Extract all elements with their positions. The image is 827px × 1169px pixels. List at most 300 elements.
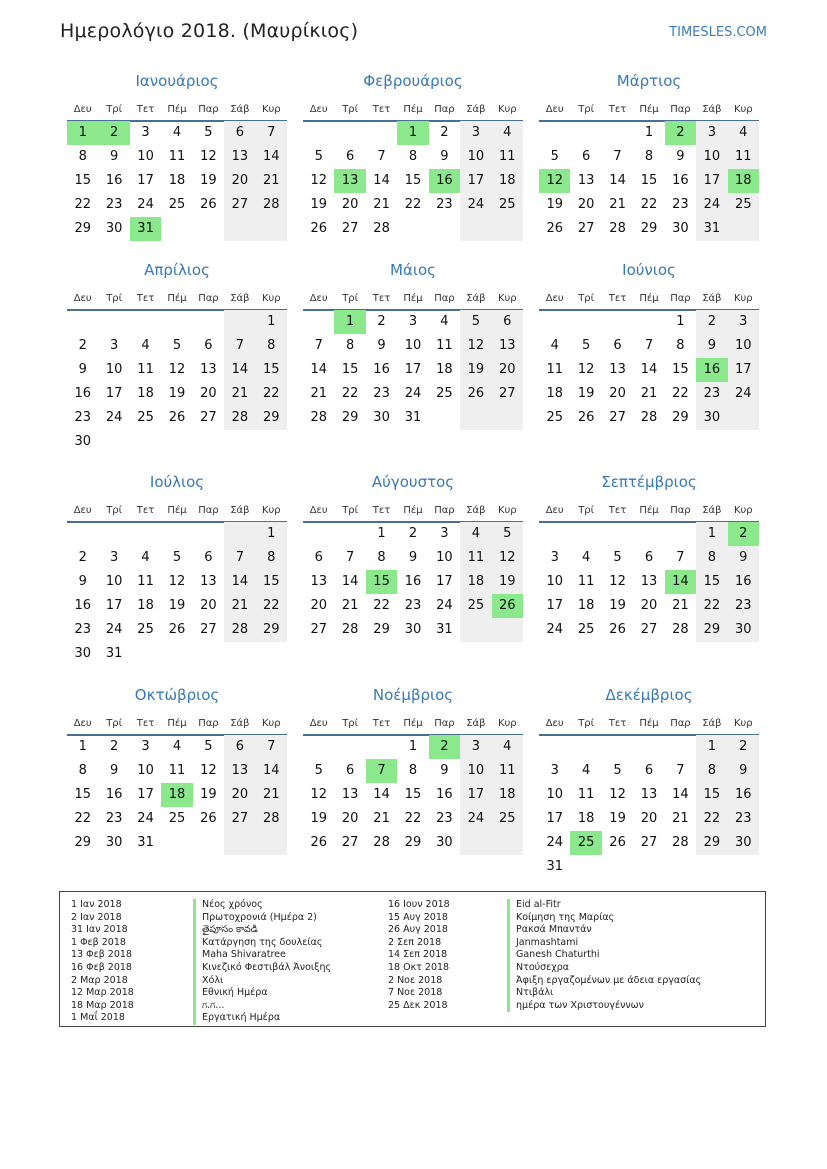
day-cell[interactable]: 15 [404, 173, 422, 188]
day-cell[interactable]: 29 [256, 406, 287, 430]
day-cell[interactable]: 12 [577, 362, 595, 377]
day-cell[interactable]: 30 [728, 831, 759, 855]
day-cell[interactable]: 24 [546, 622, 563, 637]
day-cell[interactable]: 8 [408, 149, 418, 164]
day-cell[interactable]: 9 [728, 546, 759, 570]
day-cell[interactable]: 25 [168, 197, 186, 212]
day-cell[interactable]: 18 [168, 173, 186, 188]
day-cell[interactable]: 13 [341, 787, 359, 802]
day-cell[interactable]: 18 [577, 598, 595, 613]
day-cell[interactable]: 20 [609, 386, 626, 401]
day-cell[interactable]: 31 [436, 622, 453, 637]
day-cell[interactable]: 18 [137, 598, 154, 613]
day-cell[interactable]: 9 [109, 763, 119, 778]
holiday-day[interactable]: 18 [161, 783, 192, 807]
day-cell[interactable]: 3 [550, 550, 559, 565]
day-cell[interactable]: 2 [728, 735, 759, 759]
day-cell[interactable]: 29 [373, 622, 390, 637]
day-cell[interactable]: 24 [137, 197, 154, 212]
day-cell[interactable]: 6 [204, 338, 213, 353]
day-cell[interactable]: 15 [404, 787, 422, 802]
day-cell[interactable]: 22 [74, 811, 91, 826]
day-cell[interactable]: 30 [373, 410, 390, 425]
day-cell[interactable]: 26 [310, 221, 327, 236]
day-cell[interactable]: 7 [676, 763, 685, 778]
day-cell[interactable]: 16 [404, 574, 422, 589]
day-cell[interactable]: 7 [256, 121, 287, 145]
day-cell[interactable]: 21 [256, 169, 287, 193]
day-cell[interactable]: 23 [404, 598, 422, 613]
day-cell[interactable]: 9 [440, 149, 449, 164]
holiday-day[interactable]: 2 [429, 735, 460, 759]
day-cell[interactable]: 4 [728, 121, 759, 145]
day-cell[interactable]: 27 [224, 193, 255, 217]
day-cell[interactable]: 15 [256, 358, 287, 382]
day-cell[interactable]: 25 [137, 622, 154, 637]
day-cell[interactable]: 22 [256, 594, 287, 618]
day-cell[interactable]: 7 [224, 546, 255, 570]
day-cell[interactable]: 10 [137, 149, 154, 164]
holiday-day[interactable]: 16 [696, 358, 727, 382]
day-cell[interactable]: 6 [224, 121, 255, 145]
day-cell[interactable]: 18 [460, 570, 491, 594]
day-cell[interactable]: 8 [676, 338, 685, 353]
holiday-day[interactable]: 1 [334, 310, 365, 334]
day-cell[interactable]: 21 [640, 386, 658, 401]
day-cell[interactable]: 10 [137, 763, 154, 778]
day-cell[interactable]: 29 [341, 410, 359, 425]
day-cell[interactable]: 4 [440, 314, 449, 329]
day-cell[interactable]: 12 [310, 787, 327, 802]
day-cell[interactable]: 17 [105, 386, 123, 401]
day-cell[interactable]: 19 [168, 598, 186, 613]
day-cell[interactable]: 14 [224, 570, 255, 594]
day-cell[interactable]: 24 [728, 382, 759, 406]
day-cell[interactable]: 17 [436, 574, 453, 589]
day-cell[interactable]: 5 [314, 149, 323, 164]
day-cell[interactable]: 5 [172, 550, 182, 565]
day-cell[interactable]: 13 [492, 334, 523, 358]
day-cell[interactable]: 28 [224, 618, 255, 642]
day-cell[interactable]: 27 [640, 835, 658, 850]
day-cell[interactable]: 8 [377, 550, 386, 565]
day-cell[interactable]: 26 [310, 835, 327, 850]
day-cell[interactable]: 23 [105, 197, 123, 212]
day-cell[interactable]: 30 [728, 618, 759, 642]
day-cell[interactable]: 23 [105, 811, 123, 826]
day-cell[interactable]: 31 [404, 410, 422, 425]
day-cell[interactable]: 17 [105, 598, 123, 613]
day-cell[interactable]: 20 [577, 197, 595, 212]
day-cell[interactable]: 2 [696, 310, 727, 334]
day-cell[interactable]: 25 [492, 807, 523, 831]
holiday-day[interactable]: 25 [570, 831, 601, 855]
day-cell[interactable]: 21 [609, 197, 626, 212]
day-cell[interactable]: 30 [74, 434, 91, 449]
day-cell[interactable]: 10 [105, 362, 123, 377]
day-cell[interactable]: 11 [577, 574, 595, 589]
day-cell[interactable]: 15 [640, 173, 658, 188]
day-cell[interactable]: 24 [546, 835, 563, 850]
day-cell[interactable]: 24 [137, 811, 154, 826]
day-cell[interactable]: 25 [577, 622, 595, 637]
day-cell[interactable]: 17 [460, 783, 491, 807]
day-cell[interactable]: 12 [492, 546, 523, 570]
day-cell[interactable]: 9 [109, 149, 119, 164]
day-cell[interactable]: 17 [137, 173, 154, 188]
day-cell[interactable]: 28 [373, 835, 390, 850]
day-cell[interactable]: 21 [256, 783, 287, 807]
day-cell[interactable]: 24 [696, 193, 727, 217]
day-cell[interactable]: 4 [492, 121, 523, 145]
day-cell[interactable]: 25 [436, 386, 453, 401]
holiday-day[interactable]: 1 [397, 121, 428, 145]
holiday-day[interactable]: 13 [334, 169, 365, 193]
day-cell[interactable]: 10 [460, 759, 491, 783]
day-cell[interactable]: 24 [404, 386, 422, 401]
holiday-day[interactable]: 18 [728, 169, 759, 193]
day-cell[interactable]: 16 [105, 787, 123, 802]
day-cell[interactable]: 26 [546, 221, 563, 236]
day-cell[interactable]: 28 [256, 193, 287, 217]
day-cell[interactable]: 19 [492, 570, 523, 594]
day-cell[interactable]: 2 [440, 125, 449, 140]
day-cell[interactable]: 11 [168, 763, 186, 778]
day-cell[interactable]: 13 [310, 574, 327, 589]
holiday-day[interactable]: 15 [366, 570, 397, 594]
day-cell[interactable]: 14 [609, 173, 626, 188]
day-cell[interactable]: 23 [436, 197, 453, 212]
day-cell[interactable]: 16 [436, 787, 453, 802]
day-cell[interactable]: 11 [137, 362, 154, 377]
day-cell[interactable]: 12 [168, 362, 186, 377]
day-cell[interactable]: 23 [74, 622, 91, 637]
day-cell[interactable]: 9 [78, 362, 87, 377]
day-cell[interactable]: 7 [224, 334, 255, 358]
day-cell[interactable]: 7 [644, 338, 654, 353]
day-cell[interactable]: 30 [105, 835, 123, 850]
day-cell[interactable]: 21 [672, 811, 689, 826]
day-cell[interactable]: 5 [581, 338, 591, 353]
day-cell[interactable]: 22 [373, 598, 390, 613]
day-cell[interactable]: 22 [341, 386, 359, 401]
day-cell[interactable]: 4 [172, 739, 182, 754]
day-cell[interactable]: 3 [141, 125, 150, 140]
day-cell[interactable]: 13 [200, 574, 217, 589]
day-cell[interactable]: 6 [345, 149, 355, 164]
day-cell[interactable]: 19 [577, 386, 595, 401]
day-cell[interactable]: 14 [310, 362, 327, 377]
day-cell[interactable]: 27 [577, 221, 595, 236]
day-cell[interactable]: 22 [696, 594, 727, 618]
day-cell[interactable]: 6 [492, 310, 523, 334]
day-cell[interactable]: 10 [546, 787, 563, 802]
day-cell[interactable]: 24 [105, 410, 123, 425]
day-cell[interactable]: 12 [609, 787, 626, 802]
day-cell[interactable]: 27 [200, 622, 217, 637]
day-cell[interactable]: 16 [74, 598, 91, 613]
day-cell[interactable]: 23 [436, 811, 453, 826]
day-cell[interactable]: 11 [492, 145, 523, 169]
day-cell[interactable]: 26 [200, 197, 217, 212]
day-cell[interactable]: 10 [460, 145, 491, 169]
day-cell[interactable]: 5 [204, 739, 213, 754]
day-cell[interactable]: 9 [408, 550, 418, 565]
day-cell[interactable]: 4 [581, 763, 591, 778]
day-cell[interactable]: 4 [460, 522, 491, 546]
day-cell[interactable]: 25 [460, 594, 491, 618]
day-cell[interactable]: 6 [613, 338, 622, 353]
day-cell[interactable]: 8 [345, 338, 355, 353]
day-cell[interactable]: 9 [377, 338, 386, 353]
day-cell[interactable]: 18 [137, 386, 154, 401]
day-cell[interactable]: 20 [200, 598, 217, 613]
day-cell[interactable]: 1 [408, 739, 418, 754]
day-cell[interactable]: 30 [74, 646, 91, 661]
day-cell[interactable]: 3 [109, 550, 119, 565]
day-cell[interactable]: 3 [141, 739, 150, 754]
day-cell[interactable]: 4 [141, 338, 150, 353]
day-cell[interactable]: 16 [74, 386, 91, 401]
day-cell[interactable]: 6 [224, 735, 255, 759]
day-cell[interactable]: 6 [644, 763, 654, 778]
day-cell[interactable]: 26 [168, 622, 186, 637]
day-cell[interactable]: 5 [314, 763, 323, 778]
day-cell[interactable]: 4 [172, 125, 182, 140]
day-cell[interactable]: 5 [204, 125, 213, 140]
day-cell[interactable]: 11 [168, 149, 186, 164]
day-cell[interactable]: 21 [373, 811, 390, 826]
day-cell[interactable]: 6 [204, 550, 213, 565]
day-cell[interactable]: 16 [672, 173, 689, 188]
day-cell[interactable]: 1 [256, 310, 287, 334]
holiday-day[interactable]: 7 [366, 759, 397, 783]
day-cell[interactable]: 15 [696, 570, 727, 594]
day-cell[interactable]: 8 [256, 334, 287, 358]
day-cell[interactable]: 26 [200, 811, 217, 826]
day-cell[interactable]: 19 [609, 598, 626, 613]
day-cell[interactable]: 4 [492, 735, 523, 759]
day-cell[interactable]: 28 [672, 622, 689, 637]
day-cell[interactable]: 3 [550, 763, 559, 778]
day-cell[interactable]: 2 [109, 739, 119, 754]
day-cell[interactable]: 7 [676, 550, 685, 565]
day-cell[interactable]: 27 [224, 807, 255, 831]
day-cell[interactable]: 22 [696, 807, 727, 831]
day-cell[interactable]: 3 [460, 121, 491, 145]
day-cell[interactable]: 15 [74, 173, 91, 188]
day-cell[interactable]: 8 [408, 763, 418, 778]
day-cell[interactable]: 28 [373, 221, 390, 236]
day-cell[interactable]: 30 [436, 835, 453, 850]
day-cell[interactable]: 29 [404, 835, 422, 850]
day-cell[interactable]: 22 [404, 811, 422, 826]
day-cell[interactable]: 17 [404, 362, 422, 377]
day-cell[interactable]: 29 [74, 221, 91, 236]
day-cell[interactable]: 4 [581, 550, 591, 565]
day-cell[interactable]: 29 [256, 618, 287, 642]
day-cell[interactable]: 9 [440, 763, 449, 778]
day-cell[interactable]: 2 [408, 526, 418, 541]
day-cell[interactable]: 1 [78, 739, 87, 754]
day-cell[interactable]: 12 [460, 334, 491, 358]
day-cell[interactable]: 19 [460, 358, 491, 382]
day-cell[interactable]: 1 [676, 314, 685, 329]
day-cell[interactable]: 8 [696, 546, 727, 570]
day-cell[interactable]: 28 [224, 406, 255, 430]
day-cell[interactable]: 22 [256, 382, 287, 406]
day-cell[interactable]: 3 [109, 338, 119, 353]
day-cell[interactable]: 5 [613, 550, 622, 565]
brand-link[interactable]: TIMESLES.COM [669, 25, 767, 40]
day-cell[interactable]: 21 [341, 598, 359, 613]
day-cell[interactable]: 9 [676, 149, 685, 164]
day-cell[interactable]: 3 [440, 526, 449, 541]
day-cell[interactable]: 20 [492, 358, 523, 382]
day-cell[interactable]: 14 [373, 173, 390, 188]
holiday-day[interactable]: 31 [130, 217, 161, 241]
day-cell[interactable]: 17 [137, 787, 154, 802]
day-cell[interactable]: 10 [546, 574, 563, 589]
holiday-day[interactable]: 16 [429, 169, 460, 193]
day-cell[interactable]: 5 [613, 763, 622, 778]
day-cell[interactable]: 13 [224, 759, 255, 783]
holiday-day[interactable]: 2 [728, 522, 759, 546]
day-cell[interactable]: 10 [105, 574, 123, 589]
day-cell[interactable]: 24 [105, 622, 123, 637]
holiday-day[interactable]: 1 [67, 121, 98, 145]
day-cell[interactable]: 1 [644, 125, 654, 140]
day-cell[interactable]: 9 [728, 759, 759, 783]
day-cell[interactable]: 23 [728, 594, 759, 618]
day-cell[interactable]: 5 [172, 338, 182, 353]
day-cell[interactable]: 25 [728, 193, 759, 217]
day-cell[interactable]: 13 [640, 574, 658, 589]
day-cell[interactable]: 11 [492, 759, 523, 783]
day-cell[interactable]: 11 [460, 546, 491, 570]
day-cell[interactable]: 12 [310, 173, 327, 188]
day-cell[interactable]: 12 [168, 574, 186, 589]
day-cell[interactable]: 14 [341, 574, 359, 589]
day-cell[interactable]: 19 [310, 811, 327, 826]
day-cell[interactable]: 16 [373, 362, 390, 377]
day-cell[interactable]: 25 [168, 811, 186, 826]
day-cell[interactable]: 7 [256, 735, 287, 759]
day-cell[interactable]: 13 [200, 362, 217, 377]
day-cell[interactable]: 6 [581, 149, 591, 164]
day-cell[interactable]: 21 [224, 382, 255, 406]
day-cell[interactable]: 14 [256, 759, 287, 783]
holiday-day[interactable]: 12 [539, 169, 570, 193]
day-cell[interactable]: 12 [200, 149, 217, 164]
day-cell[interactable]: 10 [436, 550, 453, 565]
day-cell[interactable]: 18 [577, 811, 595, 826]
day-cell[interactable]: 28 [672, 835, 689, 850]
day-cell[interactable]: 8 [78, 763, 87, 778]
day-cell[interactable]: 30 [404, 622, 422, 637]
day-cell[interactable]: 17 [728, 358, 759, 382]
day-cell[interactable]: 14 [373, 787, 390, 802]
day-cell[interactable]: 28 [310, 410, 327, 425]
day-cell[interactable]: 23 [696, 382, 727, 406]
day-cell[interactable]: 19 [200, 173, 217, 188]
day-cell[interactable]: 21 [672, 598, 689, 613]
day-cell[interactable]: 10 [728, 334, 759, 358]
day-cell[interactable]: 26 [577, 410, 595, 425]
day-cell[interactable]: 30 [105, 221, 123, 236]
day-cell[interactable]: 21 [373, 197, 390, 212]
day-cell[interactable]: 31 [546, 859, 563, 874]
day-cell[interactable]: 23 [373, 386, 390, 401]
day-cell[interactable]: 19 [200, 787, 217, 802]
day-cell[interactable]: 30 [672, 221, 689, 236]
day-cell[interactable]: 29 [696, 618, 727, 642]
day-cell[interactable]: 13 [224, 145, 255, 169]
day-cell[interactable]: 2 [78, 338, 87, 353]
day-cell[interactable]: 25 [137, 410, 154, 425]
holiday-day[interactable]: 2 [665, 121, 696, 145]
day-cell[interactable]: 28 [341, 622, 359, 637]
day-cell[interactable]: 28 [256, 807, 287, 831]
day-cell[interactable]: 14 [640, 362, 658, 377]
day-cell[interactable]: 28 [609, 221, 626, 236]
day-cell[interactable]: 15 [696, 783, 727, 807]
day-cell[interactable]: 11 [728, 145, 759, 169]
holiday-day[interactable]: 14 [665, 570, 696, 594]
day-cell[interactable]: 3 [696, 121, 727, 145]
day-cell[interactable]: 17 [546, 598, 563, 613]
day-cell[interactable]: 1 [377, 526, 386, 541]
day-cell[interactable]: 1 [696, 735, 727, 759]
day-cell[interactable]: 25 [492, 193, 523, 217]
day-cell[interactable]: 13 [577, 173, 595, 188]
day-cell[interactable]: 19 [609, 811, 626, 826]
day-cell[interactable]: 15 [341, 362, 359, 377]
day-cell[interactable]: 8 [78, 149, 87, 164]
day-cell[interactable]: 31 [137, 835, 154, 850]
day-cell[interactable]: 19 [310, 197, 327, 212]
day-cell[interactable]: 3 [460, 735, 491, 759]
day-cell[interactable]: 22 [74, 197, 91, 212]
day-cell[interactable]: 26 [609, 622, 626, 637]
day-cell[interactable]: 24 [460, 807, 491, 831]
day-cell[interactable]: 20 [341, 197, 359, 212]
day-cell[interactable]: 27 [341, 835, 359, 850]
day-cell[interactable]: 5 [550, 149, 559, 164]
day-cell[interactable]: 6 [345, 763, 355, 778]
day-cell[interactable]: 27 [640, 622, 658, 637]
day-cell[interactable]: 1 [696, 522, 727, 546]
day-cell[interactable]: 28 [640, 410, 658, 425]
day-cell[interactable]: 20 [200, 386, 217, 401]
day-cell[interactable]: 22 [672, 386, 689, 401]
day-cell[interactable]: 23 [728, 807, 759, 831]
day-cell[interactable]: 29 [640, 221, 658, 236]
day-cell[interactable]: 16 [728, 570, 759, 594]
day-cell[interactable]: 9 [696, 334, 727, 358]
day-cell[interactable]: 25 [546, 410, 563, 425]
day-cell[interactable]: 9 [78, 574, 87, 589]
day-cell[interactable]: 24 [436, 598, 453, 613]
day-cell[interactable]: 8 [696, 759, 727, 783]
day-cell[interactable]: 13 [640, 787, 658, 802]
day-cell[interactable]: 29 [672, 410, 689, 425]
day-cell[interactable]: 10 [404, 338, 422, 353]
day-cell[interactable]: 20 [224, 169, 255, 193]
day-cell[interactable]: 27 [341, 221, 359, 236]
day-cell[interactable]: 16 [728, 783, 759, 807]
day-cell[interactable]: 14 [256, 145, 287, 169]
